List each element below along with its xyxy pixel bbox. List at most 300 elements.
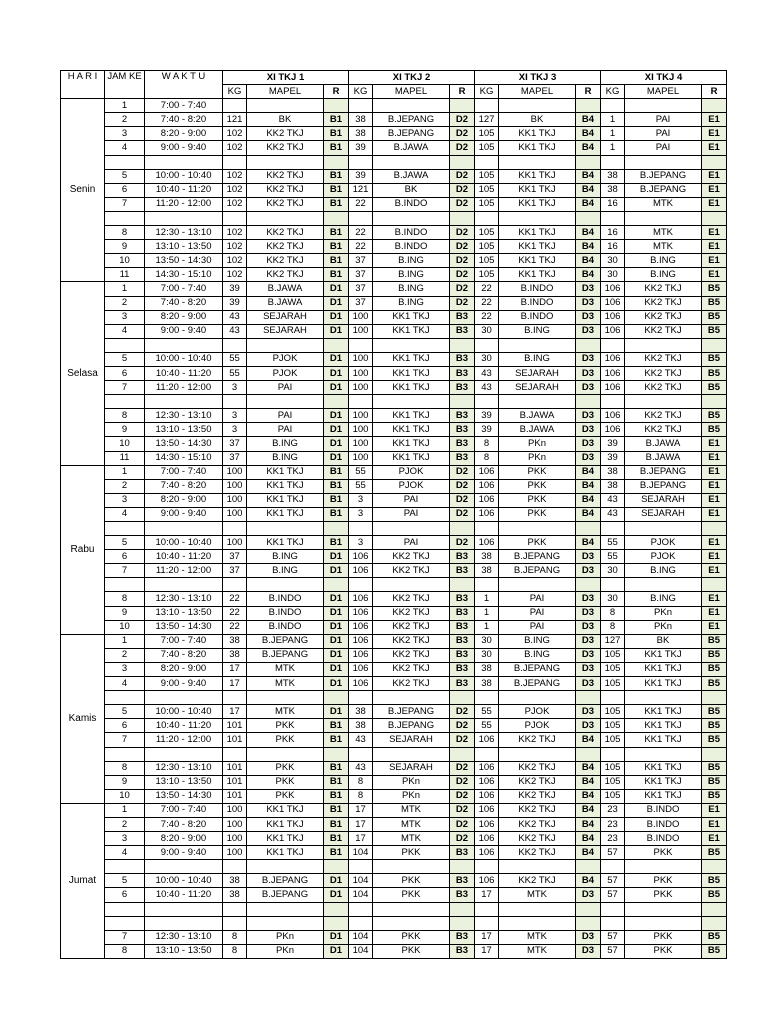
waktu-cell: 10:00 - 10:40 <box>145 352 223 366</box>
kg-cell: 106 <box>601 310 625 324</box>
mapel-cell: PKK <box>247 789 324 803</box>
mapel-cell: B.INDO <box>247 606 324 620</box>
jam-cell: 3 <box>105 310 145 324</box>
ruang-cell <box>576 522 601 536</box>
mapel-cell: PJOK <box>373 479 450 493</box>
ruang-cell: B4 <box>576 761 601 775</box>
kg-cell: 106 <box>475 465 499 479</box>
schedule-row <box>61 817 727 831</box>
mapel-cell: B.ING <box>499 324 576 338</box>
mapel-cell: KK2 TKJ <box>373 634 450 648</box>
mapel-cell: B.INDO <box>247 620 324 634</box>
ruang-cell: D3 <box>576 550 601 564</box>
mapel-cell: KK2 TKJ <box>499 733 576 747</box>
mapel-cell: MTK <box>499 888 576 902</box>
kg-cell: 104 <box>349 888 373 902</box>
jam-cell <box>105 211 145 225</box>
schedule-row <box>61 127 727 141</box>
mapel-cell <box>625 522 702 536</box>
mapel-cell: B.INDO <box>625 832 702 846</box>
mapel-cell: KK1 TKJ <box>499 254 576 268</box>
mapel-cell: KK1 TKJ <box>247 536 324 550</box>
mapel-cell: PKn <box>247 930 324 944</box>
mapel-cell: MTK <box>625 240 702 254</box>
ruang-cell: D3 <box>576 662 601 676</box>
mapel-cell: B.JEPANG <box>625 169 702 183</box>
mapel-cell: KK2 TKJ <box>499 817 576 831</box>
ruang-cell: D2 <box>450 240 475 254</box>
jam-cell: 5 <box>105 352 145 366</box>
ruang-cell: B1 <box>324 268 349 282</box>
ruang-cell: E1 <box>702 113 727 127</box>
ruang-cell: B5 <box>702 634 727 648</box>
ruang-cell: B1 <box>324 240 349 254</box>
kg-cell: 39 <box>223 282 247 296</box>
ruang-cell <box>450 747 475 761</box>
kg-cell: 106 <box>475 479 499 493</box>
mapel-cell: KK1 TKJ <box>499 183 576 197</box>
ruang-cell: D3 <box>576 324 601 338</box>
ruang-cell: D2 <box>450 789 475 803</box>
schedule-header <box>61 71 727 99</box>
jam-cell: 7 <box>105 733 145 747</box>
kg-cell: 43 <box>223 310 247 324</box>
mapel-cell: PKK <box>499 536 576 550</box>
kg-cell <box>475 691 499 705</box>
mapel-cell: KK1 TKJ <box>247 832 324 846</box>
ruang-cell: B4 <box>576 479 601 493</box>
kg-cell <box>601 99 625 113</box>
waktu-cell: 9:00 - 9:40 <box>145 846 223 860</box>
kg-cell: 17 <box>223 705 247 719</box>
kg-cell: 106 <box>475 846 499 860</box>
ruang-cell: E1 <box>702 465 727 479</box>
waktu-cell: 11:20 - 12:00 <box>145 197 223 211</box>
kg-cell: 30 <box>601 254 625 268</box>
ruang-cell: D3 <box>576 634 601 648</box>
mapel-cell <box>247 747 324 761</box>
schedule-row <box>61 437 727 451</box>
header-jam-ke: JAM KE <box>105 71 145 99</box>
ruang-cell <box>576 902 601 916</box>
ruang-cell: B4 <box>576 113 601 127</box>
ruang-cell: B4 <box>576 733 601 747</box>
waktu-cell: 7:00 - 7:40 <box>145 282 223 296</box>
mapel-cell: SEJARAH <box>247 324 324 338</box>
jam-cell: 1 <box>105 634 145 648</box>
kg-cell: 106 <box>349 592 373 606</box>
mapel-cell: KK2 TKJ <box>499 803 576 817</box>
kg-cell: 1 <box>475 606 499 620</box>
schedule-row <box>61 606 727 620</box>
ruang-cell: D2 <box>450 254 475 268</box>
kg-cell: 8 <box>475 437 499 451</box>
mapel-cell: PAI <box>625 127 702 141</box>
waktu-cell: 7:00 - 7:40 <box>145 803 223 817</box>
kg-cell: 106 <box>349 564 373 578</box>
schedule-row <box>61 888 727 902</box>
mapel-cell: PKK <box>247 719 324 733</box>
kg-cell <box>475 522 499 536</box>
mapel-cell: PAI <box>499 606 576 620</box>
schedule-row <box>61 677 727 691</box>
mapel-cell: KK2 TKJ <box>247 226 324 240</box>
kg-cell: 106 <box>475 789 499 803</box>
ruang-cell: B3 <box>450 634 475 648</box>
jam-cell: 9 <box>105 423 145 437</box>
kg-cell <box>475 916 499 930</box>
ruang-cell: B4 <box>576 183 601 197</box>
mapel-cell: B.JEPANG <box>499 677 576 691</box>
kg-cell: 105 <box>475 183 499 197</box>
kg-cell: 105 <box>475 240 499 254</box>
mapel-cell <box>499 747 576 761</box>
mapel-cell <box>247 338 324 352</box>
mapel-cell <box>499 395 576 409</box>
kg-cell: 57 <box>601 930 625 944</box>
header-class-4: XI TKJ 4 <box>601 71 727 85</box>
waktu-cell: 13:10 - 13:50 <box>145 606 223 620</box>
ruang-cell: B3 <box>450 592 475 606</box>
kg-cell <box>349 395 373 409</box>
schedule-row <box>61 197 727 211</box>
kg-cell <box>349 578 373 592</box>
mapel-cell <box>499 211 576 225</box>
mapel-cell: PJOK <box>247 366 324 380</box>
schedule-row <box>61 352 727 366</box>
break-row <box>61 691 727 705</box>
ruang-cell: B5 <box>702 296 727 310</box>
waktu-cell: 10:40 - 11:20 <box>145 550 223 564</box>
kg-cell: 3 <box>349 536 373 550</box>
jam-cell: 3 <box>105 662 145 676</box>
waktu-cell: 13:50 - 14:30 <box>145 254 223 268</box>
jam-cell <box>105 578 145 592</box>
ruang-cell: B5 <box>702 366 727 380</box>
mapel-cell: B.JEPANG <box>373 127 450 141</box>
kg-cell: 100 <box>349 437 373 451</box>
mapel-cell <box>499 860 576 874</box>
kg-cell: 30 <box>601 268 625 282</box>
mapel-cell: KK1 TKJ <box>625 648 702 662</box>
kg-cell: 105 <box>475 254 499 268</box>
mapel-cell: MTK <box>625 197 702 211</box>
jam-cell: 1 <box>105 465 145 479</box>
mapel-cell: PAI <box>499 620 576 634</box>
ruang-cell: B1 <box>324 183 349 197</box>
mapel-cell: KK1 TKJ <box>373 324 450 338</box>
kg-cell: 105 <box>475 268 499 282</box>
mapel-cell: B.JEPANG <box>499 550 576 564</box>
ruang-cell: D2 <box>450 226 475 240</box>
ruang-cell: B5 <box>702 705 727 719</box>
waktu-cell: 8:20 - 9:00 <box>145 127 223 141</box>
header-kg: KG <box>349 85 373 99</box>
kg-cell: 105 <box>601 648 625 662</box>
ruang-cell: D3 <box>576 409 601 423</box>
mapel-cell: KK1 TKJ <box>499 169 576 183</box>
ruang-cell: D2 <box>450 282 475 296</box>
mapel-cell: KK1 TKJ <box>247 479 324 493</box>
mapel-cell: KK2 TKJ <box>499 775 576 789</box>
ruang-cell <box>702 916 727 930</box>
kg-cell <box>601 916 625 930</box>
schedule-row <box>61 592 727 606</box>
ruang-cell: D2 <box>450 817 475 831</box>
kg-cell <box>475 578 499 592</box>
ruang-cell: D2 <box>450 705 475 719</box>
jam-cell: 5 <box>105 874 145 888</box>
kg-cell: 17 <box>349 803 373 817</box>
ruang-cell: B1 <box>324 479 349 493</box>
mapel-cell: KK2 TKJ <box>247 240 324 254</box>
jam-cell: 2 <box>105 113 145 127</box>
ruang-cell: D1 <box>324 423 349 437</box>
ruang-cell: B5 <box>702 944 727 958</box>
ruang-cell: D2 <box>450 127 475 141</box>
mapel-cell: SEJARAH <box>499 381 576 395</box>
ruang-cell <box>702 860 727 874</box>
waktu-cell: 8:20 - 9:00 <box>145 310 223 324</box>
kg-cell <box>223 155 247 169</box>
mapel-cell: B.JEPANG <box>625 183 702 197</box>
mapel-cell: B.ING <box>247 451 324 465</box>
mapel-cell: B.ING <box>373 296 450 310</box>
kg-cell: 43 <box>601 493 625 507</box>
ruang-cell <box>450 522 475 536</box>
jam-cell: 6 <box>105 550 145 564</box>
schedule-row <box>61 423 727 437</box>
jam-cell <box>105 902 145 916</box>
ruang-cell: B3 <box>450 888 475 902</box>
kg-cell: 106 <box>601 282 625 296</box>
mapel-cell: KK1 TKJ <box>373 409 450 423</box>
kg-cell <box>475 860 499 874</box>
waktu-cell: 9:00 - 9:40 <box>145 141 223 155</box>
mapel-cell: KK1 TKJ <box>247 846 324 860</box>
mapel-cell: PKK <box>373 888 450 902</box>
mapel-cell <box>499 522 576 536</box>
mapel-cell <box>625 211 702 225</box>
ruang-cell: B1 <box>324 197 349 211</box>
schedule-row <box>61 775 727 789</box>
kg-cell: 22 <box>223 606 247 620</box>
kg-cell: 8 <box>601 620 625 634</box>
kg-cell: 38 <box>601 169 625 183</box>
ruang-cell: D3 <box>576 310 601 324</box>
ruang-cell: B5 <box>702 733 727 747</box>
mapel-cell: KK2 TKJ <box>625 296 702 310</box>
jam-cell: 8 <box>105 761 145 775</box>
ruang-cell: B1 <box>324 775 349 789</box>
kg-cell: 38 <box>601 183 625 197</box>
mapel-cell <box>625 578 702 592</box>
jam-cell: 9 <box>105 606 145 620</box>
ruang-cell: E1 <box>702 240 727 254</box>
ruang-cell: B5 <box>702 775 727 789</box>
waktu-cell: 7:00 - 7:40 <box>145 465 223 479</box>
kg-cell: 106 <box>475 507 499 521</box>
schedule-row <box>61 550 727 564</box>
kg-cell: 17 <box>223 662 247 676</box>
ruang-cell <box>450 395 475 409</box>
mapel-cell: B.JAWA <box>625 451 702 465</box>
kg-cell: 101 <box>223 789 247 803</box>
kg-cell: 105 <box>601 789 625 803</box>
kg-cell: 100 <box>349 423 373 437</box>
kg-cell: 57 <box>601 874 625 888</box>
jam-cell <box>105 916 145 930</box>
ruang-cell: E1 <box>702 127 727 141</box>
schedule-row <box>61 479 727 493</box>
mapel-cell: KK1 TKJ <box>373 437 450 451</box>
kg-cell: 105 <box>601 705 625 719</box>
kg-cell: 39 <box>601 437 625 451</box>
kg-cell: 105 <box>475 141 499 155</box>
kg-cell <box>601 338 625 352</box>
ruang-cell: B5 <box>702 423 727 437</box>
ruang-cell: B4 <box>576 803 601 817</box>
ruang-cell <box>450 860 475 874</box>
ruang-cell: D3 <box>576 366 601 380</box>
mapel-cell: KK2 TKJ <box>625 381 702 395</box>
kg-cell: 22 <box>223 620 247 634</box>
mapel-cell: KK2 TKJ <box>625 423 702 437</box>
kg-cell: 22 <box>349 240 373 254</box>
waktu-cell: 12:30 - 13:10 <box>145 761 223 775</box>
ruang-cell: B1 <box>324 226 349 240</box>
kg-cell: 106 <box>601 352 625 366</box>
kg-cell: 16 <box>601 240 625 254</box>
ruang-cell: D2 <box>450 113 475 127</box>
ruang-cell <box>324 338 349 352</box>
mapel-cell: PKK <box>499 493 576 507</box>
ruang-cell: B4 <box>576 226 601 240</box>
jam-cell: 8 <box>105 944 145 958</box>
ruang-cell: D3 <box>576 719 601 733</box>
ruang-cell: B1 <box>324 817 349 831</box>
schedule-row <box>61 451 727 465</box>
ruang-cell: B5 <box>702 282 727 296</box>
day-label: Selasa <box>61 282 105 465</box>
ruang-cell: E1 <box>702 141 727 155</box>
kg-cell: 100 <box>223 846 247 860</box>
kg-cell: 8 <box>223 944 247 958</box>
mapel-cell: B.JAWA <box>373 141 450 155</box>
mapel-cell: KK2 TKJ <box>247 197 324 211</box>
kg-cell: 1 <box>601 127 625 141</box>
mapel-cell: SEJARAH <box>373 733 450 747</box>
header-r: R <box>702 85 727 99</box>
kg-cell: 37 <box>223 564 247 578</box>
ruang-cell <box>576 99 601 113</box>
mapel-cell: PKK <box>247 775 324 789</box>
jam-cell: 2 <box>105 817 145 831</box>
ruang-cell: B4 <box>576 507 601 521</box>
mapel-cell: BK <box>373 183 450 197</box>
mapel-cell: KK1 TKJ <box>625 705 702 719</box>
kg-cell <box>601 747 625 761</box>
waktu-cell: 12:30 - 13:10 <box>145 930 223 944</box>
ruang-cell: D3 <box>576 282 601 296</box>
jam-cell <box>105 395 145 409</box>
ruang-cell <box>450 691 475 705</box>
mapel-cell: KK2 TKJ <box>247 141 324 155</box>
mapel-cell: PKK <box>499 507 576 521</box>
kg-cell: 105 <box>475 226 499 240</box>
kg-cell <box>223 211 247 225</box>
kg-cell: 106 <box>475 775 499 789</box>
waktu-cell: 11:20 - 12:00 <box>145 564 223 578</box>
schedule-body <box>61 99 727 959</box>
mapel-cell <box>373 99 450 113</box>
mapel-cell: B.INDO <box>499 310 576 324</box>
waktu-cell: 13:10 - 13:50 <box>145 944 223 958</box>
kg-cell: 102 <box>223 169 247 183</box>
mapel-cell <box>373 691 450 705</box>
ruang-cell: B5 <box>702 761 727 775</box>
mapel-cell <box>247 211 324 225</box>
ruang-cell: B5 <box>702 719 727 733</box>
ruang-cell: B3 <box>450 409 475 423</box>
kg-cell: 106 <box>475 536 499 550</box>
ruang-cell <box>450 99 475 113</box>
waktu-cell: 9:00 - 9:40 <box>145 324 223 338</box>
waktu-cell: 8:20 - 9:00 <box>145 493 223 507</box>
ruang-cell <box>450 578 475 592</box>
ruang-cell: B4 <box>576 465 601 479</box>
ruang-cell: B5 <box>702 409 727 423</box>
mapel-cell <box>625 902 702 916</box>
schedule-row <box>61 296 727 310</box>
ruang-cell <box>576 916 601 930</box>
break-row <box>61 395 727 409</box>
mapel-cell: PKK <box>247 761 324 775</box>
ruang-cell: D1 <box>324 662 349 676</box>
jam-cell: 7 <box>105 381 145 395</box>
mapel-cell: SEJARAH <box>373 761 450 775</box>
day-label: Rabu <box>61 465 105 634</box>
mapel-cell: B.JAWA <box>373 169 450 183</box>
waktu-cell: 13:50 - 14:30 <box>145 620 223 634</box>
header-class-2: XI TKJ 2 <box>349 71 475 85</box>
mapel-cell: KK1 TKJ <box>247 803 324 817</box>
ruang-cell: D1 <box>324 550 349 564</box>
ruang-cell <box>450 155 475 169</box>
mapel-cell <box>373 155 450 169</box>
ruang-cell: D3 <box>576 705 601 719</box>
mapel-cell: PAI <box>373 507 450 521</box>
kg-cell: 106 <box>601 381 625 395</box>
kg-cell: 22 <box>223 592 247 606</box>
mapel-cell: B.JAWA <box>499 423 576 437</box>
schedule-row <box>61 648 727 662</box>
mapel-cell: KK2 TKJ <box>373 662 450 676</box>
ruang-cell: B5 <box>702 648 727 662</box>
kg-cell: 37 <box>223 437 247 451</box>
kg-cell: 106 <box>475 493 499 507</box>
kg-cell <box>475 338 499 352</box>
day-label: Jumat <box>61 803 105 958</box>
kg-cell: 100 <box>349 366 373 380</box>
ruang-cell: B1 <box>324 254 349 268</box>
waktu-cell: 11:20 - 12:00 <box>145 381 223 395</box>
ruang-cell: B3 <box>450 662 475 676</box>
ruang-cell <box>450 211 475 225</box>
kg-cell: 106 <box>349 677 373 691</box>
mapel-cell: KK1 TKJ <box>499 197 576 211</box>
header-mapel: MAPEL <box>499 85 576 99</box>
